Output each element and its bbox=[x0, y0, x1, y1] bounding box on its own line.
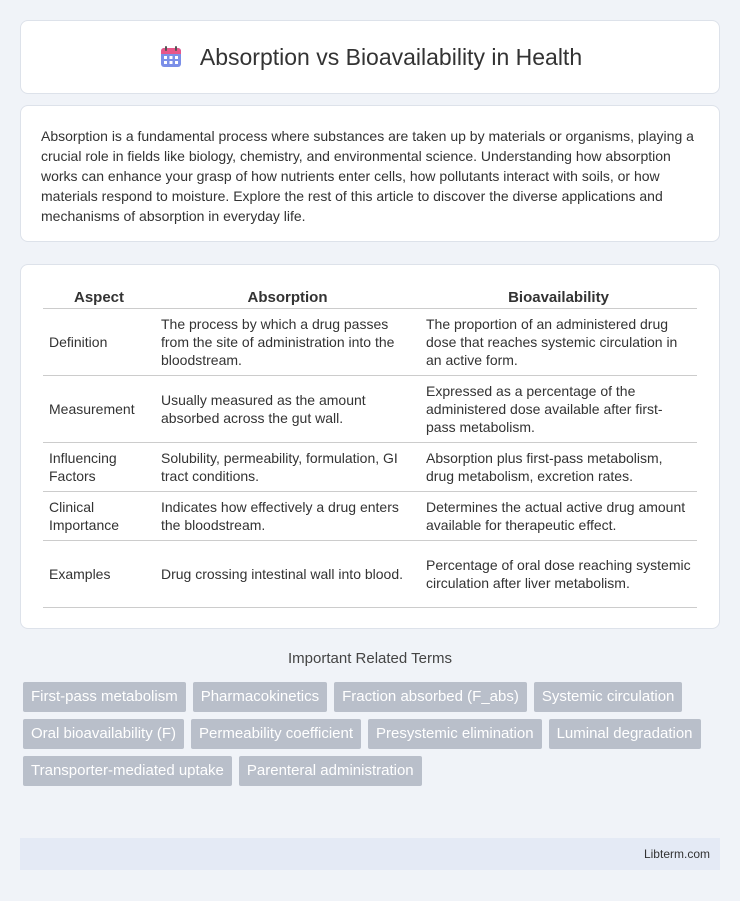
related-terms-list bbox=[23, 682, 713, 793]
term-tag[interactable]: Systemic circulation bbox=[534, 682, 683, 712]
table-row bbox=[43, 309, 697, 376]
bioavailability-cell: Determines the actual active drug amount available for therapeutic effect. bbox=[420, 492, 697, 541]
term-tag[interactable]: Oral bioavailability (F) bbox=[23, 719, 184, 749]
term-tag[interactable]: Pharmacokinetics bbox=[193, 682, 327, 712]
absorption-cell: Usually measured as the amount absorbed across the gut wall. bbox=[155, 376, 420, 443]
absorption-cell: Drug crossing intestinal wall into blood. bbox=[155, 541, 420, 608]
term-tag[interactable]: Presystemic elimination bbox=[368, 719, 542, 749]
term-tag[interactable]: Fraction absorbed (F_abs) bbox=[334, 682, 527, 712]
intro-text: Absorption is a fundamental process where substances are taken up by materials or organisms, playing a crucial role in fields like biology, chemistry, and environmental science. Understanding how absorption works can enhance your grasp of how nutrients enter cells, how pollutants interact with soils, or how materials respond to moisture. Explore the rest of this article to discover the diverse applications and mechanisms of absorption in everyday life. bbox=[41, 128, 694, 224]
aspect-cell: Definition bbox=[43, 309, 155, 376]
bioavailability-cell: The proportion of an administered drug dose that reaches systemic circulation in an active form. bbox=[420, 309, 697, 376]
title-card bbox=[20, 20, 720, 94]
bioavailability-cell: Percentage of oral dose reaching systemic circulation after liver metabolism. bbox=[420, 541, 697, 608]
table-row bbox=[43, 492, 697, 541]
calendar-icon bbox=[158, 44, 184, 70]
aspect-cell: Examples bbox=[43, 541, 155, 608]
footer-link[interactable]: Libterm.com bbox=[643, 847, 710, 861]
related-terms-title: Important Related Terms bbox=[288, 650, 452, 667]
table-row bbox=[43, 443, 697, 492]
table-row bbox=[43, 376, 697, 443]
page-title: Absorption vs Bioavailability in Health bbox=[199, 43, 583, 70]
table-row bbox=[43, 541, 697, 608]
term-tag[interactable]: Permeability coefficient bbox=[191, 719, 361, 749]
aspect-cell: Clinical Importance bbox=[43, 492, 155, 541]
intro-card bbox=[20, 105, 720, 242]
aspect-cell: Influencing Factors bbox=[43, 443, 155, 492]
header-bioavailability: Bioavailability bbox=[420, 285, 697, 309]
term-tag[interactable]: Transporter-mediated uptake bbox=[23, 756, 232, 786]
header-absorption: Absorption bbox=[155, 285, 420, 309]
footer bbox=[20, 838, 720, 870]
header-aspect: Aspect bbox=[43, 285, 155, 309]
term-tag[interactable]: Parenteral administration bbox=[239, 756, 422, 786]
absorption-cell: The process by which a drug passes from the site of administration into the bloodstream. bbox=[155, 309, 420, 376]
bioavailability-cell: Expressed as a percentage of the administered dose available after first-pass metabolism. bbox=[420, 376, 697, 443]
absorption-cell: Solubility, permeability, formulation, GI tract conditions. bbox=[155, 443, 420, 492]
comparison-card bbox=[20, 264, 720, 629]
comparison-table bbox=[43, 285, 697, 608]
term-tag[interactable]: First-pass metabolism bbox=[23, 682, 186, 712]
absorption-cell: Indicates how effectively a drug enters the bloodstream. bbox=[155, 492, 420, 541]
term-tag[interactable]: Luminal degradation bbox=[549, 719, 701, 749]
bioavailability-cell: Absorption plus first-pass metabolism, drug metabolism, excretion rates. bbox=[420, 443, 697, 492]
aspect-cell: Measurement bbox=[43, 376, 155, 443]
